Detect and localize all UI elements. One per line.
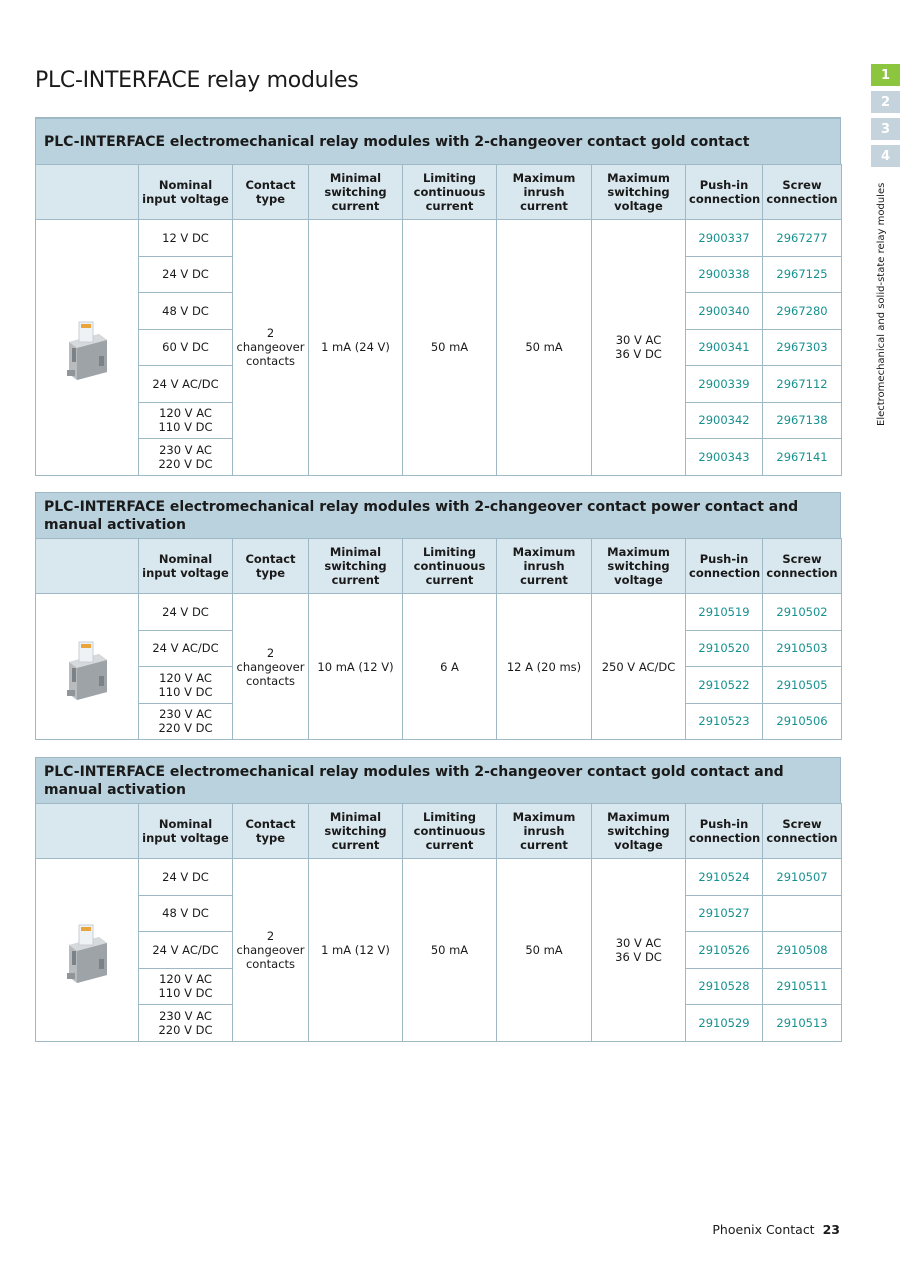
contact-cell: 2 changeover contacts — [233, 859, 309, 1042]
table-title-rest: electromechanical relay modules with 2-changeover contact gold contact and manual activation — [44, 763, 784, 798]
pushin-order-number[interactable]: 2910526 — [686, 932, 763, 969]
column-header-inrush: Maximum inrush current — [497, 539, 592, 594]
column-header-minimal: Minimal switching current — [309, 539, 403, 594]
nominal-voltage-cell: 24 V DC — [139, 594, 233, 631]
relay-module-image — [59, 632, 115, 702]
pushin-order-number[interactable]: 2900342 — [686, 402, 763, 439]
nominal-voltage-cell: 24 V DC — [139, 859, 233, 896]
chapter-tabs — [871, 64, 900, 172]
column-header-maxvolt: Maximum switching voltage — [592, 804, 686, 859]
nominal-voltage-cell: 120 V AC 110 V DC — [139, 667, 233, 704]
inrush-cell: 50 mA — [497, 220, 592, 476]
maxvolt-cell: 30 V AC 36 V DC — [592, 220, 686, 476]
pushin-order-number[interactable]: 2900337 — [686, 220, 763, 257]
table-title-bold: PLC-INTERFACE — [44, 133, 166, 150]
column-header-contact: Contact type — [233, 804, 309, 859]
nominal-voltage-cell: 60 V DC — [139, 329, 233, 366]
column-header-screw: Screw connection — [763, 804, 842, 859]
product-image-cell — [36, 594, 139, 740]
pushin-order-number[interactable]: 2900340 — [686, 293, 763, 330]
table-title-rest: electromechanical relay modules with 2-changeover contact gold contact — [165, 133, 750, 150]
table-title — [35, 118, 841, 164]
pushin-order-number[interactable]: 2910522 — [686, 667, 763, 704]
screw-order-number[interactable]: 2967138 — [763, 402, 842, 439]
pushin-order-number[interactable]: 2910519 — [686, 594, 763, 631]
nominal-voltage-cell: 230 V AC 220 V DC — [139, 1005, 233, 1042]
screw-order-number[interactable]: 2910513 — [763, 1005, 842, 1042]
inrush-cell: 50 mA — [497, 859, 592, 1042]
pushin-order-number[interactable]: 2910527 — [686, 895, 763, 932]
side-section-label: Electromechanical and solid-state relay modules — [876, 182, 887, 426]
product-image-cell — [36, 859, 139, 1042]
limiting-cell: 6 A — [403, 594, 497, 740]
screw-order-number[interactable]: 2967303 — [763, 329, 842, 366]
table-row — [36, 859, 842, 896]
pushin-order-number[interactable]: 2900341 — [686, 329, 763, 366]
pushin-order-number[interactable]: 2910523 — [686, 703, 763, 740]
minimal-cell: 1 mA (12 V) — [309, 859, 403, 1042]
contact-cell: 2 changeover contacts — [233, 594, 309, 740]
screw-order-number[interactable]: 2967277 — [763, 220, 842, 257]
column-header-nominal: Nominal input voltage — [139, 539, 233, 594]
chapter-tab-1[interactable]: 1 — [871, 64, 900, 86]
chapter-tab-2[interactable]: 2 — [871, 91, 900, 113]
product-image-cell — [36, 220, 139, 476]
page-title: PLC-INTERFACE relay modules — [35, 68, 359, 93]
limiting-cell: 50 mA — [403, 220, 497, 476]
column-header-limiting: Limiting continuous current — [403, 539, 497, 594]
limiting-cell: 50 mA — [403, 859, 497, 1042]
pushin-order-number[interactable]: 2910524 — [686, 859, 763, 896]
table-row — [36, 594, 842, 631]
column-header-contact: Contact type — [233, 165, 309, 220]
column-header-maxvolt: Maximum switching voltage — [592, 165, 686, 220]
screw-order-number[interactable]: 2910507 — [763, 859, 842, 896]
relay-table-gold-contact-manual — [35, 757, 841, 1042]
relay-module-image — [59, 312, 115, 382]
screw-order-number[interactable]: 2910502 — [763, 594, 842, 631]
page-footer — [712, 1222, 840, 1237]
column-header-image — [36, 165, 139, 220]
screw-order-number[interactable]: 2967112 — [763, 366, 842, 403]
chapter-tab-3[interactable]: 3 — [871, 118, 900, 140]
relay-table-gold-contact — [35, 118, 841, 476]
pushin-order-number[interactable]: 2900338 — [686, 256, 763, 293]
footer-page-number: 23 — [822, 1222, 840, 1237]
nominal-voltage-cell: 230 V AC 220 V DC — [139, 439, 233, 476]
column-header-nominal: Nominal input voltage — [139, 165, 233, 220]
nominal-voltage-cell: 24 V AC/DC — [139, 630, 233, 667]
column-header-limiting: Limiting continuous current — [403, 804, 497, 859]
relay-table — [35, 164, 842, 476]
column-header-pushin: Push-in connection — [686, 804, 763, 859]
nominal-voltage-cell: 48 V DC — [139, 293, 233, 330]
column-header-image — [36, 539, 139, 594]
pushin-order-number[interactable]: 2910520 — [686, 630, 763, 667]
pushin-order-number[interactable]: 2910528 — [686, 968, 763, 1005]
contact-cell: 2 changeover contacts — [233, 220, 309, 476]
inrush-cell: 12 A (20 ms) — [497, 594, 592, 740]
nominal-voltage-cell: 230 V AC 220 V DC — [139, 703, 233, 740]
screw-order-number[interactable]: 2910506 — [763, 703, 842, 740]
column-header-screw: Screw connection — [763, 539, 842, 594]
table-title-bold: PLC-INTERFACE — [44, 763, 166, 780]
pushin-order-number[interactable]: 2900339 — [686, 366, 763, 403]
relay-table-power-contact-manual — [35, 492, 841, 740]
nominal-voltage-cell: 48 V DC — [139, 895, 233, 932]
nominal-voltage-cell: 24 V AC/DC — [139, 932, 233, 969]
table-title — [35, 757, 841, 803]
column-header-minimal: Minimal switching current — [309, 165, 403, 220]
screw-order-number[interactable]: 2967280 — [763, 293, 842, 330]
nominal-voltage-cell: 12 V DC — [139, 220, 233, 257]
column-header-inrush: Maximum inrush current — [497, 165, 592, 220]
chapter-tab-4[interactable]: 4 — [871, 145, 900, 167]
column-header-pushin: Push-in connection — [686, 539, 763, 594]
column-header-minimal: Minimal switching current — [309, 804, 403, 859]
column-header-maxvolt: Maximum switching voltage — [592, 539, 686, 594]
screw-order-number[interactable]: 2967141 — [763, 439, 842, 476]
maxvolt-cell: 30 V AC 36 V DC — [592, 859, 686, 1042]
column-header-pushin: Push-in connection — [686, 165, 763, 220]
table-title-bold: PLC-INTERFACE — [44, 498, 166, 515]
relay-module-image — [59, 915, 115, 985]
column-header-limiting: Limiting continuous current — [403, 165, 497, 220]
pushin-order-number[interactable]: 2910529 — [686, 1005, 763, 1042]
screw-order-number[interactable]: 2910511 — [763, 968, 842, 1005]
maxvolt-cell: 250 V AC/DC — [592, 594, 686, 740]
column-header-nominal: Nominal input voltage — [139, 804, 233, 859]
relay-table — [35, 803, 842, 1042]
screw-order-number[interactable]: 2910503 — [763, 630, 842, 667]
column-header-image — [36, 804, 139, 859]
footer-company: Phoenix Contact — [712, 1222, 815, 1237]
column-header-inrush: Maximum inrush current — [497, 804, 592, 859]
screw-order-number[interactable]: 2967125 — [763, 256, 842, 293]
nominal-voltage-cell: 120 V AC 110 V DC — [139, 968, 233, 1005]
screw-order-number — [763, 895, 842, 932]
column-header-screw: Screw connection — [763, 165, 842, 220]
table-title-rest: electromechanical relay modules with 2-changeover contact power contact and manual activation — [44, 498, 799, 533]
nominal-voltage-cell: 24 V DC — [139, 256, 233, 293]
screw-order-number[interactable]: 2910508 — [763, 932, 842, 969]
nominal-voltage-cell: 24 V AC/DC — [139, 366, 233, 403]
column-header-contact: Contact type — [233, 539, 309, 594]
nominal-voltage-cell: 120 V AC 110 V DC — [139, 402, 233, 439]
minimal-cell: 10 mA (12 V) — [309, 594, 403, 740]
screw-order-number[interactable]: 2910505 — [763, 667, 842, 704]
pushin-order-number[interactable]: 2900343 — [686, 439, 763, 476]
minimal-cell: 1 mA (24 V) — [309, 220, 403, 476]
table-row — [36, 220, 842, 257]
table-title — [35, 492, 841, 538]
relay-table — [35, 538, 842, 740]
